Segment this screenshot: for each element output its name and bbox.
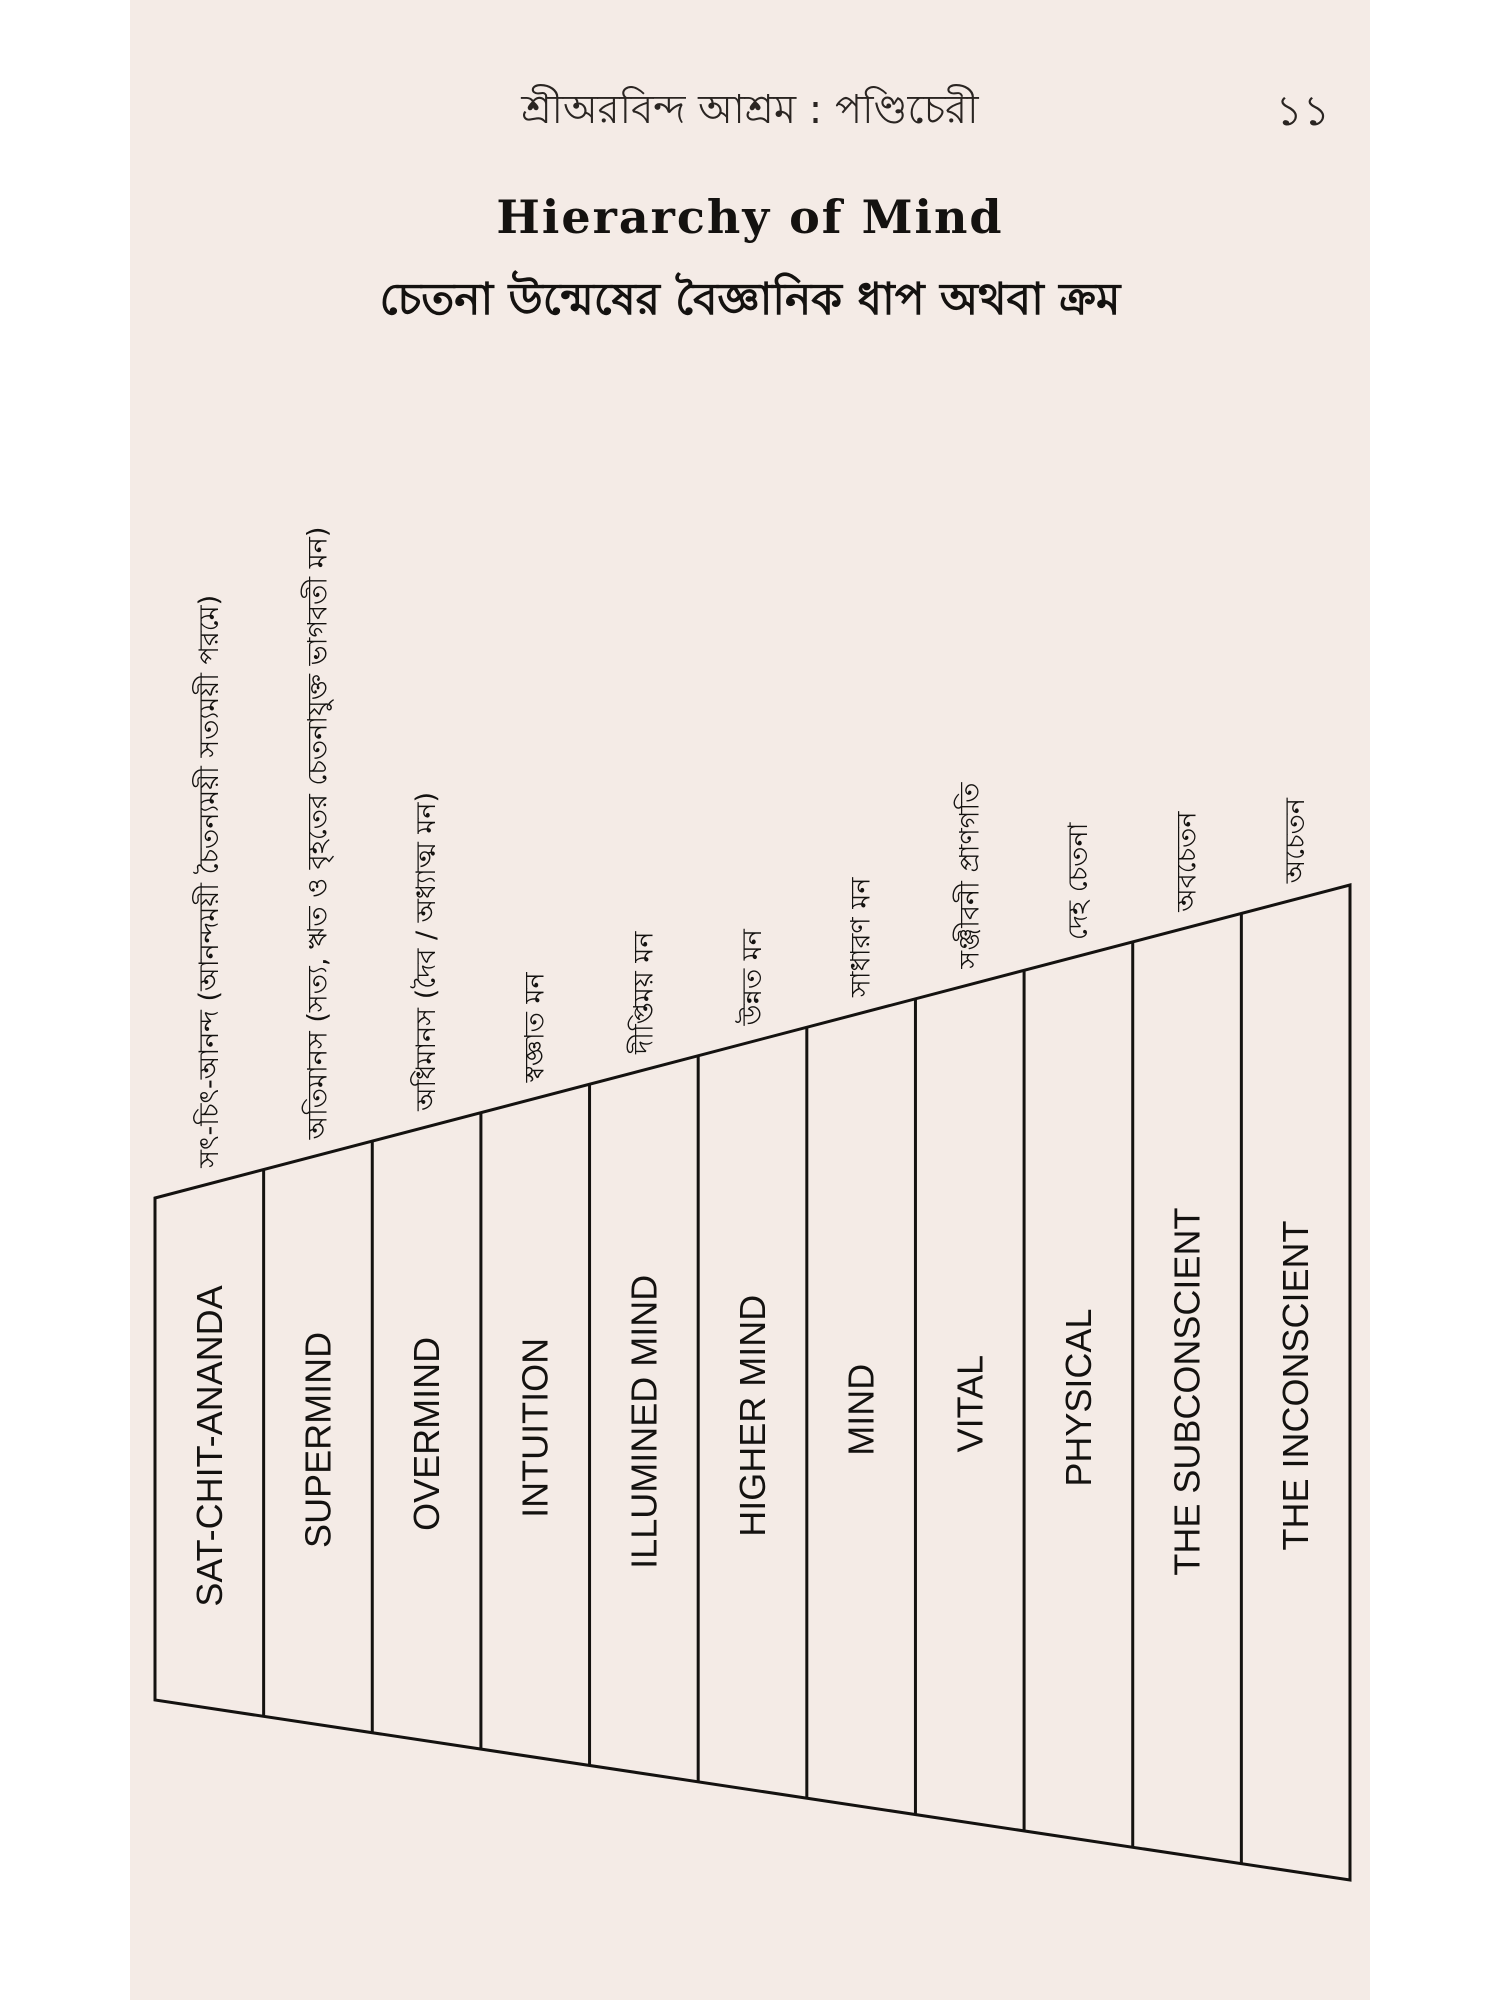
level-gloss-vital: সঞ্জীবনী প্রাণগতি — [954, 782, 986, 969]
level-label-illumined-mind: ILLUMINED MIND — [623, 1274, 665, 1569]
level-label-the-subconscient: THE SUBCONSCIENT — [1166, 1207, 1208, 1576]
level-label-the-inconscient: THE INCONSCIENT — [1275, 1220, 1317, 1551]
level-labels — [189, 527, 1316, 1607]
level-label-intuition: INTUITION — [514, 1337, 556, 1518]
level-gloss-illumined-mind: দীপ্তিময় মন — [628, 931, 660, 1054]
diagram-title: Hierarchy of Mind — [496, 190, 1004, 244]
level-gloss-supermind: অতিমানস (সত্য, ঋত ও বৃহতের চেতনাযুক্ত ভাগবতী মন) — [302, 526, 334, 1140]
level-label-overmind: OVERMIND — [406, 1336, 448, 1531]
level-gloss-intuition: স্বজ্ঞাত মন — [519, 972, 551, 1083]
level-label-higher-mind: HIGHER MIND — [732, 1294, 773, 1537]
level-gloss-the-inconscient: অচেতন — [1280, 798, 1312, 884]
level-gloss-the-subconscient: অবচেতন — [1171, 811, 1203, 912]
level-gloss-overmind: অধিমানস (দৈব / অধ্যাত্ম মন) — [411, 791, 443, 1111]
level-label-sat-chit-ananda: SAT-CHIT-ANANDA — [188, 1285, 230, 1607]
diagram-subtitle: চেতনা উন্মেষের বৈজ্ঞানিক ধাপ অথবা ক্রম — [379, 274, 1121, 325]
level-gloss-mind: সাধারণ মন — [845, 877, 877, 998]
level-gloss-sat-chit-ananda: সৎ-চিৎ-আনন্দ (আনন্দময়ী চৈতন্যময়ী সত্যময়ী পরমে) — [193, 594, 225, 1168]
level-label-physical: PHYSICAL — [1057, 1308, 1099, 1487]
level-gloss-higher-mind: উন্নত মন — [737, 929, 768, 1026]
level-label-vital: VITAL — [949, 1354, 991, 1453]
page-number: ১১ — [1275, 86, 1330, 135]
running-head: শ্রীঅরবিন্দ আশ্রম : পণ্ডিচেরী — [521, 87, 979, 133]
level-label-mind: MIND — [840, 1363, 882, 1456]
level-label-supermind: SUPERMIND — [297, 1331, 339, 1548]
level-gloss-physical: দেহ চেতনা — [1062, 822, 1094, 941]
